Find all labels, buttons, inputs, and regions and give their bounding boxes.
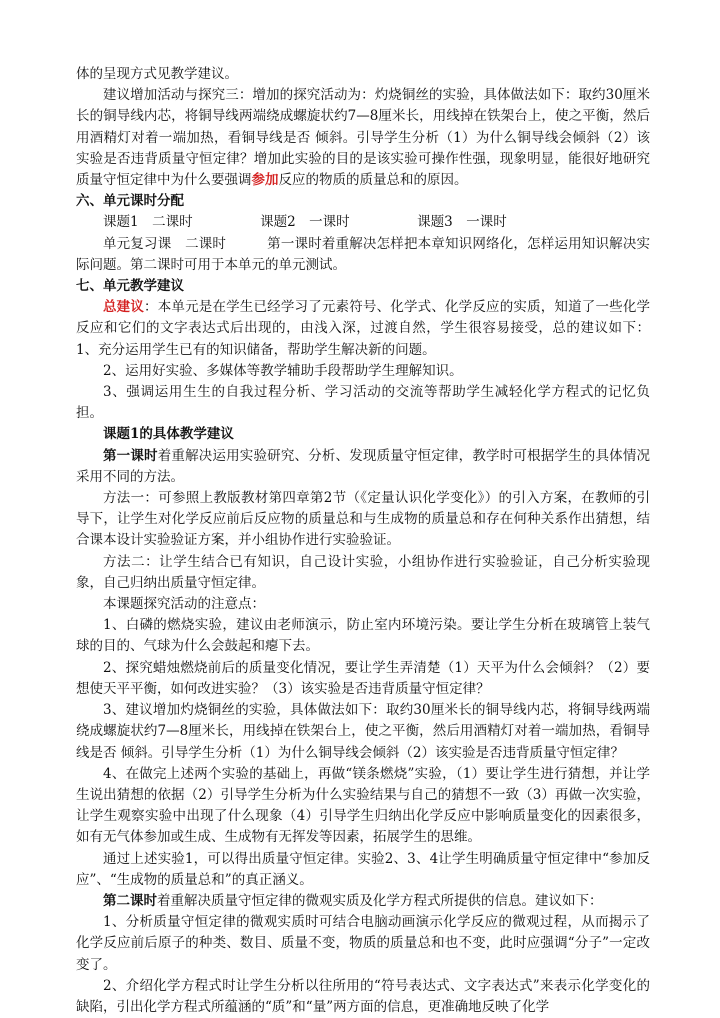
paragraph: 1、分析质量守恒定律的微观实质时可结合电脑动画演示化学反应的微观过程，从而揭示了化学反应前后原子的种类、数目、质量不变，物质的质量总和也不变，此时应强调“分子”一定改变了。 [76, 914, 650, 973]
paragraph [76, 891, 650, 912]
paragraph-text: 着重解决运用实验研究、分析、发现质量守恒定律，教学时可根据学生的具体情况采用不同的方法。 [76, 447, 650, 485]
section-heading: 六、单元课时分配 [76, 193, 184, 210]
paragraph-text: 反应的物质的质量总和的原因。 [278, 172, 468, 189]
paragraph: 1、白磷的燃烧实验，建议由老师演示，防止室内环境污染。要让学生分析在玻璃管上装气球的目的、气球为什么会鼓起和瘪下去。 [76, 617, 650, 655]
bold-label: 第一课时 [103, 447, 158, 464]
paragraph: 3、强调运用生生的自我过程分析、学习活动的交流等帮助学生减轻化学方程式的记忆负担。 [76, 384, 650, 422]
emphasis-text: 总建议 [103, 299, 145, 316]
schedule-line: 课题1 二课时 课题2 一课时 课题3 一课时 [103, 214, 507, 231]
paragraph: 3、建议增加灼烧铜丝的实验，具体做法如下：取约30厘米长的铜导线内芯，将铜导线两端绕成螺旋状约7—8厘米长，用线掉在铁架台上，使之平衡，然后用酒精灯对着一端加热，看铜导线是否 倾斜。引导学生分析（1）为什么铜导线会倾斜（2）该实验是否违背质量守恒定律？ [76, 702, 650, 761]
paragraph-text: 建议增加活动与探究三：增加的探究活动为：灼烧铜丝的实验，具体做法如下：取约30厘米长的铜导线内芯，将铜导线两端绕成螺旋状约7—8厘米长，用线掉在铁架台上，使之平衡，然后用酒精灯对着一端加热，看铜导线是否 倾斜。引导学生分析（1）为什么铜导线会倾斜（2）该实验是否违背质量守恒定律？增加此实验的目的是该实验可操作性强，现象明显，能很好地研究质量守恒定律中为什么要强调 [76, 87, 650, 189]
paragraph: 2、运用好实验、多媒体等教学辅助手段帮助学生理解知识。 [103, 362, 463, 379]
paragraph-text: 着重解决质量守恒定律的微观实质及化学方程式所提供的信息。建议如下： [157, 892, 603, 909]
paragraph: 通过上述实验1，可以得出质量守恒定律。实验2、3、4让学生明确质量守恒定律中“参加反应”、“生成物的质量总和”的真正涵义。 [76, 850, 650, 888]
paragraph: 方法二：让学生结合已有知识，自己设计实验，小组协作进行实验验证，自己分析实验现象，自己归纳出质量守恒定律。 [76, 553, 650, 591]
paragraph [76, 85, 650, 191]
bold-label: 第二课时 [103, 892, 157, 909]
paragraph [76, 297, 650, 361]
paragraph: 方法一：可参照上教版教材第四章第2节（《定量认识化学变化》）的引入方案，在教师的引导下，让学生对化学反应前后反应物的质量总和与生成物的质量总和存在何种关系作出猜想，结合课本设计实验验证方案，并小组协作进行实验验证。 [76, 490, 650, 549]
paragraph: 体的呈现方式见教学建议。 [76, 66, 238, 82]
schedule-line: 单元复习课 二课时 第一课时着重解决怎样把本章知识网络化，怎样运用知识解决实际问题。第二课时可用于本单元的单元测试。 [76, 235, 650, 273]
paragraph: 本课题探究活动的注意点： [103, 596, 265, 613]
subsection-heading: 课题1的具体教学建议 [103, 426, 234, 443]
paragraph: 2、探究蜡烛燃烧前后的质量变化情况，要让学生弄清楚（1）天平为什么会倾斜？（2）要想使天平平衡，如何改进实验？（3）该实验是否违背质量守恒定律？ [76, 659, 650, 697]
paragraph: 4、在做完上述两个实验的基础上，再做“镁条燃烧”实验，（1）要让学生进行猜想，并让学生说出猜想的依据（2）引导学生分析为什么实验结果与自己的猜想不一致（3）再做一次实验，让学生观察实验中出现了什么现象（4）引导学生归纳出化学反应中影响质量变化的因素很多，如有无气体参加或生成、生成物有无挥发等因素，拓展学生的思维。 [76, 765, 650, 846]
emphasis-text: 参加 [251, 172, 279, 189]
paragraph: 2、介绍化学方程式时让学生分析以往所用的“符号表达式、文字表达式”来表示化学变化的缺陷，引出化学方程式所蕴涵的“质”和“量”两方面的信息，更准确地反映了化学 [76, 977, 650, 1015]
section-heading: 七、单元教学建议 [76, 278, 184, 295]
paragraph [76, 446, 650, 488]
paragraph-text: ：本单元是在学生已经学习了元素符号、化学式、化学反应的实质，知道了一些化学反应和它们的文字表达式后出现的，由浅入深，过渡自然，学生很容易接受，总的建议如下：1、充分运用学生已有的知识储备，帮助学生解决新的问题。 [76, 299, 651, 358]
